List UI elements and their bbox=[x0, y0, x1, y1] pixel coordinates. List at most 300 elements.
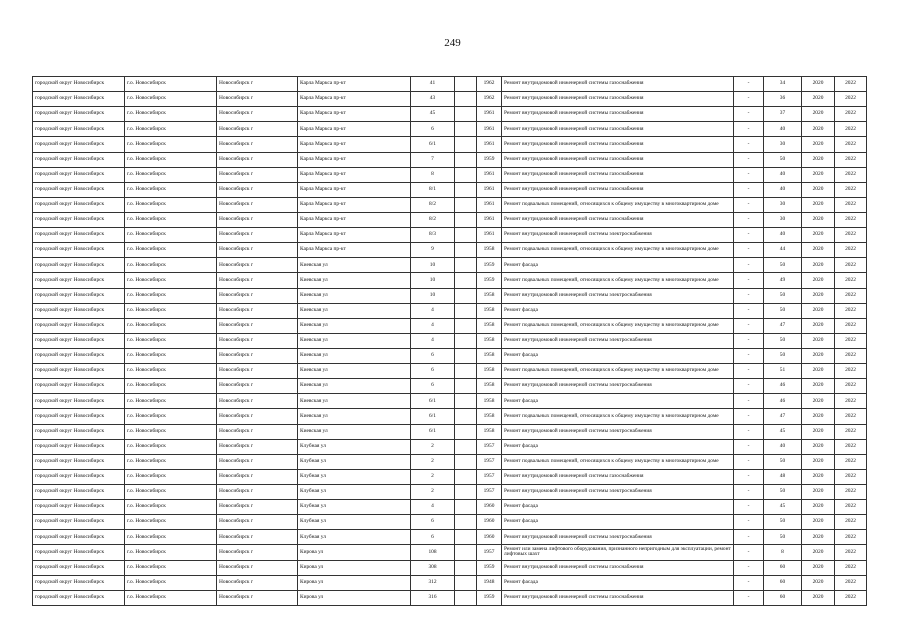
cell-year: 1958 bbox=[477, 318, 502, 333]
cell-municipality: городской округ Новосибирск bbox=[33, 273, 125, 288]
cell-work-type: Ремонт внутридомовой инженерной системы электроснабжения bbox=[502, 484, 734, 499]
cell-district: г.о. Новосибирск bbox=[125, 333, 217, 348]
cell-house: 2 bbox=[411, 439, 455, 454]
cell-year-end: 2022 bbox=[835, 273, 867, 288]
cell-year-start: 2020 bbox=[802, 137, 835, 152]
cell-work-type: Ремонт фасада bbox=[502, 258, 734, 273]
table-row bbox=[33, 530, 867, 545]
cell-municipality: городской округ Новосибирск bbox=[33, 379, 125, 394]
cell-building bbox=[455, 590, 477, 605]
table-row bbox=[33, 152, 867, 167]
cell-house: 6/1 bbox=[411, 409, 455, 424]
cell-district: г.о. Новосибирск bbox=[125, 469, 217, 484]
cell-work-type: Ремонт подвальных помещений, относящихся к общему имуществу в многоквартирном доме bbox=[502, 243, 734, 258]
cell-street: Киевская ул bbox=[298, 288, 411, 303]
cell-house: 10 bbox=[411, 258, 455, 273]
cell-house: 4 bbox=[411, 318, 455, 333]
cell-locality: Новосибирск г bbox=[217, 484, 298, 499]
cell-year: 1959 bbox=[477, 152, 502, 167]
cell-work-type: Ремонт фасада bbox=[502, 500, 734, 515]
cell-street: Карла Маркса пр-кт bbox=[298, 182, 411, 197]
cell-work-type: Ремонт подвальных помещений, относящихся к общему имуществу в многоквартирном доме bbox=[502, 197, 734, 212]
cell-municipality: городской округ Новосибирск bbox=[33, 575, 125, 590]
cell-locality: Новосибирск г bbox=[217, 379, 298, 394]
table-row bbox=[33, 515, 867, 530]
cell-year: 1957 bbox=[477, 545, 502, 560]
cell-year-start: 2020 bbox=[802, 424, 835, 439]
cell-year: 1959 bbox=[477, 560, 502, 575]
cell-street: Киевская ул bbox=[298, 348, 411, 363]
cell-locality: Новосибирск г bbox=[217, 439, 298, 454]
cell-work-type: Ремонт подвальных помещений, относящихся к общему имуществу в многоквартирном доме bbox=[502, 273, 734, 288]
cell-dash: - bbox=[734, 107, 764, 122]
table-row bbox=[33, 137, 867, 152]
cell-house: 6 bbox=[411, 122, 455, 137]
cell-work-type: Ремонт подвальных помещений, относящихся к общему имуществу в многоквартирном доме bbox=[502, 454, 734, 469]
cell-year-end: 2022 bbox=[835, 258, 867, 273]
cell-dash: - bbox=[734, 560, 764, 575]
table-row bbox=[33, 484, 867, 499]
cell-work-type: Ремонт внутридомовой инженерной системы газоснабжения bbox=[502, 92, 734, 107]
cell-building bbox=[455, 364, 477, 379]
cell-street: Карла Маркса пр-кт bbox=[298, 107, 411, 122]
cell-value: 47 bbox=[764, 409, 802, 424]
cell-value: 36 bbox=[764, 92, 802, 107]
cell-building bbox=[455, 182, 477, 197]
cell-year: 1958 bbox=[477, 379, 502, 394]
cell-locality: Новосибирск г bbox=[217, 92, 298, 107]
cell-dash: - bbox=[734, 288, 764, 303]
cell-dash: - bbox=[734, 575, 764, 590]
cell-work-type: Ремонт внутридомовой инженерной системы электроснабжения bbox=[502, 288, 734, 303]
cell-house: 6 bbox=[411, 515, 455, 530]
cell-locality: Новосибирск г bbox=[217, 288, 298, 303]
table-row bbox=[33, 348, 867, 363]
cell-locality: Новосибирск г bbox=[217, 122, 298, 137]
cell-year-end: 2022 bbox=[835, 212, 867, 227]
table-row bbox=[33, 409, 867, 424]
cell-dash: - bbox=[734, 318, 764, 333]
cell-locality: Новосибирск г bbox=[217, 500, 298, 515]
cell-house: 6 bbox=[411, 379, 455, 394]
table-row bbox=[33, 228, 867, 243]
cell-dash: - bbox=[734, 92, 764, 107]
cell-street: Карла Маркса пр-кт bbox=[298, 92, 411, 107]
cell-work-type: Ремонт или замена лифтового оборудования, признанного непригодным для эксплуатации, ремонт лифтовых шахт bbox=[502, 545, 734, 560]
cell-dash: - bbox=[734, 364, 764, 379]
cell-street: Клубная ул bbox=[298, 469, 411, 484]
cell-locality: Новосибирск г bbox=[217, 243, 298, 258]
cell-year: 1959 bbox=[477, 590, 502, 605]
cell-building bbox=[455, 273, 477, 288]
table-row bbox=[33, 107, 867, 122]
cell-locality: Новосибирск г bbox=[217, 273, 298, 288]
cell-building bbox=[455, 243, 477, 258]
cell-work-type: Ремонт внутридомовой инженерной системы электроснабжения bbox=[502, 228, 734, 243]
cell-locality: Новосибирск г bbox=[217, 228, 298, 243]
cell-work-type: Ремонт внутридомовой инженерной системы газоснабжения bbox=[502, 469, 734, 484]
cell-street: Киевская ул bbox=[298, 364, 411, 379]
cell-street: Карла Маркса пр-кт bbox=[298, 212, 411, 227]
cell-year-end: 2022 bbox=[835, 500, 867, 515]
cell-municipality: городской округ Новосибирск bbox=[33, 348, 125, 363]
cell-locality: Новосибирск г bbox=[217, 530, 298, 545]
repair-register-table bbox=[32, 76, 867, 606]
cell-value: 50 bbox=[764, 348, 802, 363]
cell-district: г.о. Новосибирск bbox=[125, 545, 217, 560]
cell-dash: - bbox=[734, 469, 764, 484]
cell-year-end: 2022 bbox=[835, 228, 867, 243]
cell-year-start: 2020 bbox=[802, 348, 835, 363]
cell-year: 1960 bbox=[477, 515, 502, 530]
cell-year-start: 2020 bbox=[802, 243, 835, 258]
cell-street: Карла Маркса пр-кт bbox=[298, 152, 411, 167]
cell-year-start: 2020 bbox=[802, 92, 835, 107]
cell-locality: Новосибирск г bbox=[217, 409, 298, 424]
cell-house: 108 bbox=[411, 545, 455, 560]
cell-district: г.о. Новосибирск bbox=[125, 348, 217, 363]
cell-work-type: Ремонт внутридомовой инженерной системы газоснабжения bbox=[502, 590, 734, 605]
cell-house: 6/1 bbox=[411, 424, 455, 439]
cell-locality: Новосибирск г bbox=[217, 212, 298, 227]
cell-locality: Новосибирск г bbox=[217, 469, 298, 484]
table-row bbox=[33, 258, 867, 273]
cell-municipality: городской округ Новосибирск bbox=[33, 212, 125, 227]
cell-year-end: 2022 bbox=[835, 545, 867, 560]
cell-year-end: 2022 bbox=[835, 530, 867, 545]
cell-locality: Новосибирск г bbox=[217, 318, 298, 333]
cell-year: 1959 bbox=[477, 273, 502, 288]
cell-dash: - bbox=[734, 439, 764, 454]
cell-street: Кирова ул bbox=[298, 545, 411, 560]
cell-district: г.о. Новосибирск bbox=[125, 152, 217, 167]
cell-house: 316 bbox=[411, 590, 455, 605]
cell-street: Карла Маркса пр-кт bbox=[298, 122, 411, 137]
cell-house: 308 bbox=[411, 560, 455, 575]
cell-year: 1958 bbox=[477, 348, 502, 363]
cell-district: г.о. Новосибирск bbox=[125, 288, 217, 303]
cell-value: 40 bbox=[764, 228, 802, 243]
cell-district: г.о. Новосибирск bbox=[125, 258, 217, 273]
cell-building bbox=[455, 530, 477, 545]
cell-value: 40 bbox=[764, 439, 802, 454]
cell-house: 4 bbox=[411, 500, 455, 515]
cell-year-start: 2020 bbox=[802, 575, 835, 590]
cell-year: 1957 bbox=[477, 454, 502, 469]
cell-dash: - bbox=[734, 424, 764, 439]
cell-house: 6/1 bbox=[411, 394, 455, 409]
cell-value: 45 bbox=[764, 424, 802, 439]
cell-house: 6 bbox=[411, 364, 455, 379]
cell-municipality: городской округ Новосибирск bbox=[33, 318, 125, 333]
cell-dash: - bbox=[734, 484, 764, 499]
table-row bbox=[33, 560, 867, 575]
cell-municipality: городской округ Новосибирск bbox=[33, 228, 125, 243]
cell-municipality: городской округ Новосибирск bbox=[33, 303, 125, 318]
cell-locality: Новосибирск г bbox=[217, 303, 298, 318]
cell-value: 49 bbox=[764, 273, 802, 288]
cell-house: 2 bbox=[411, 484, 455, 499]
cell-year-start: 2020 bbox=[802, 590, 835, 605]
cell-year: 1961 bbox=[477, 122, 502, 137]
cell-year-end: 2022 bbox=[835, 364, 867, 379]
cell-house: 4 bbox=[411, 303, 455, 318]
cell-work-type: Ремонт фасада bbox=[502, 439, 734, 454]
cell-value: 50 bbox=[764, 484, 802, 499]
cell-building bbox=[455, 379, 477, 394]
cell-municipality: городской округ Новосибирск bbox=[33, 288, 125, 303]
cell-year-start: 2020 bbox=[802, 288, 835, 303]
cell-district: г.о. Новосибирск bbox=[125, 515, 217, 530]
cell-municipality: городской округ Новосибирск bbox=[33, 454, 125, 469]
cell-year-start: 2020 bbox=[802, 560, 835, 575]
cell-locality: Новосибирск г bbox=[217, 515, 298, 530]
cell-year: 1958 bbox=[477, 333, 502, 348]
cell-street: Киевская ул bbox=[298, 333, 411, 348]
cell-value: 50 bbox=[764, 288, 802, 303]
cell-work-type: Ремонт внутридомовой инженерной системы газоснабжения bbox=[502, 167, 734, 182]
cell-building bbox=[455, 409, 477, 424]
cell-street: Клубная ул bbox=[298, 515, 411, 530]
cell-building bbox=[455, 545, 477, 560]
cell-locality: Новосибирск г bbox=[217, 348, 298, 363]
table-row bbox=[33, 379, 867, 394]
cell-work-type: Ремонт внутридомовой инженерной системы электроснабжения bbox=[502, 333, 734, 348]
cell-dash: - bbox=[734, 197, 764, 212]
cell-district: г.о. Новосибирск bbox=[125, 439, 217, 454]
cell-district: г.о. Новосибирск bbox=[125, 590, 217, 605]
cell-value: 47 bbox=[764, 318, 802, 333]
cell-dash: - bbox=[734, 212, 764, 227]
cell-work-type: Ремонт внутридомовой инженерной системы газоснабжения bbox=[502, 212, 734, 227]
cell-value: 50 bbox=[764, 152, 802, 167]
cell-house: 8/3 bbox=[411, 228, 455, 243]
cell-year-end: 2022 bbox=[835, 484, 867, 499]
cell-year: 1948 bbox=[477, 575, 502, 590]
table-row bbox=[33, 303, 867, 318]
cell-district: г.о. Новосибирск bbox=[125, 394, 217, 409]
cell-year: 1962 bbox=[477, 77, 502, 92]
table-row bbox=[33, 394, 867, 409]
cell-year-end: 2022 bbox=[835, 77, 867, 92]
cell-year: 1961 bbox=[477, 167, 502, 182]
cell-building bbox=[455, 107, 477, 122]
cell-dash: - bbox=[734, 394, 764, 409]
cell-year-end: 2022 bbox=[835, 424, 867, 439]
cell-value: 30 bbox=[764, 212, 802, 227]
cell-value: 30 bbox=[764, 137, 802, 152]
cell-dash: - bbox=[734, 515, 764, 530]
cell-district: г.о. Новосибирск bbox=[125, 107, 217, 122]
table-row bbox=[33, 197, 867, 212]
cell-year-start: 2020 bbox=[802, 500, 835, 515]
cell-municipality: городской округ Новосибирск bbox=[33, 107, 125, 122]
cell-value: 50 bbox=[764, 530, 802, 545]
cell-municipality: городской округ Новосибирск bbox=[33, 394, 125, 409]
cell-value: 50 bbox=[764, 454, 802, 469]
cell-work-type: Ремонт фасада bbox=[502, 575, 734, 590]
cell-dash: - bbox=[734, 590, 764, 605]
cell-value: 8 bbox=[764, 545, 802, 560]
cell-value: 40 bbox=[764, 167, 802, 182]
cell-district: г.о. Новосибирск bbox=[125, 424, 217, 439]
cell-district: г.о. Новосибирск bbox=[125, 243, 217, 258]
cell-district: г.о. Новосибирск bbox=[125, 167, 217, 182]
cell-building bbox=[455, 258, 477, 273]
cell-district: г.о. Новосибирск bbox=[125, 92, 217, 107]
cell-dash: - bbox=[734, 137, 764, 152]
cell-building bbox=[455, 92, 477, 107]
cell-work-type: Ремонт подвальных помещений, относящихся к общему имуществу в многоквартирном доме bbox=[502, 364, 734, 379]
cell-work-type: Ремонт фасада bbox=[502, 303, 734, 318]
cell-year-end: 2022 bbox=[835, 318, 867, 333]
cell-municipality: городской округ Новосибирск bbox=[33, 424, 125, 439]
cell-district: г.о. Новосибирск bbox=[125, 122, 217, 137]
cell-house: 2 bbox=[411, 469, 455, 484]
cell-value: 60 bbox=[764, 590, 802, 605]
cell-year-end: 2022 bbox=[835, 152, 867, 167]
cell-dash: - bbox=[734, 454, 764, 469]
cell-district: г.о. Новосибирск bbox=[125, 137, 217, 152]
cell-year: 1961 bbox=[477, 182, 502, 197]
cell-street: Карла Маркса пр-кт bbox=[298, 167, 411, 182]
cell-house: 41 bbox=[411, 77, 455, 92]
cell-year-end: 2022 bbox=[835, 469, 867, 484]
cell-district: г.о. Новосибирск bbox=[125, 318, 217, 333]
cell-dash: - bbox=[734, 228, 764, 243]
cell-locality: Новосибирск г bbox=[217, 560, 298, 575]
table-row bbox=[33, 364, 867, 379]
cell-value: 40 bbox=[764, 122, 802, 137]
cell-municipality: городской округ Новосибирск bbox=[33, 590, 125, 605]
cell-building bbox=[455, 575, 477, 590]
cell-building bbox=[455, 77, 477, 92]
table-row bbox=[33, 122, 867, 137]
cell-year: 1962 bbox=[477, 92, 502, 107]
cell-municipality: городской округ Новосибирск bbox=[33, 333, 125, 348]
cell-year: 1959 bbox=[477, 258, 502, 273]
cell-year: 1958 bbox=[477, 288, 502, 303]
cell-value: 45 bbox=[764, 500, 802, 515]
cell-dash: - bbox=[734, 348, 764, 363]
cell-year-start: 2020 bbox=[802, 228, 835, 243]
cell-dash: - bbox=[734, 500, 764, 515]
cell-dash: - bbox=[734, 258, 764, 273]
cell-building bbox=[455, 394, 477, 409]
cell-year-start: 2020 bbox=[802, 77, 835, 92]
table-row bbox=[33, 439, 867, 454]
cell-dash: - bbox=[734, 152, 764, 167]
table-row bbox=[33, 575, 867, 590]
table-row bbox=[33, 333, 867, 348]
cell-value: 44 bbox=[764, 243, 802, 258]
cell-year: 1958 bbox=[477, 424, 502, 439]
cell-municipality: городской округ Новосибирск bbox=[33, 92, 125, 107]
cell-house: 4 bbox=[411, 333, 455, 348]
cell-building bbox=[455, 454, 477, 469]
cell-building bbox=[455, 137, 477, 152]
cell-street: Клубная ул bbox=[298, 454, 411, 469]
cell-dash: - bbox=[734, 530, 764, 545]
cell-locality: Новосибирск г bbox=[217, 333, 298, 348]
cell-dash: - bbox=[734, 409, 764, 424]
cell-year-end: 2022 bbox=[835, 107, 867, 122]
cell-municipality: городской округ Новосибирск bbox=[33, 439, 125, 454]
cell-year-start: 2020 bbox=[802, 379, 835, 394]
cell-street: Киевская ул bbox=[298, 379, 411, 394]
cell-district: г.о. Новосибирск bbox=[125, 575, 217, 590]
cell-year-end: 2022 bbox=[835, 182, 867, 197]
table-row bbox=[33, 92, 867, 107]
cell-year-start: 2020 bbox=[802, 167, 835, 182]
cell-value: 46 bbox=[764, 394, 802, 409]
cell-building bbox=[455, 318, 477, 333]
cell-value: 37 bbox=[764, 107, 802, 122]
cell-year-end: 2022 bbox=[835, 590, 867, 605]
table-row bbox=[33, 500, 867, 515]
cell-house: 8 bbox=[411, 167, 455, 182]
cell-dash: - bbox=[734, 243, 764, 258]
cell-year: 1961 bbox=[477, 212, 502, 227]
cell-locality: Новосибирск г bbox=[217, 107, 298, 122]
cell-year: 1958 bbox=[477, 303, 502, 318]
cell-municipality: городской округ Новосибирск bbox=[33, 167, 125, 182]
cell-building bbox=[455, 484, 477, 499]
cell-work-type: Ремонт внутридомовой инженерной системы газоснабжения bbox=[502, 182, 734, 197]
cell-district: г.о. Новосибирск bbox=[125, 273, 217, 288]
cell-year-start: 2020 bbox=[802, 212, 835, 227]
table-row bbox=[33, 590, 867, 605]
cell-building bbox=[455, 469, 477, 484]
cell-house: 8/1 bbox=[411, 182, 455, 197]
cell-work-type: Ремонт внутридомовой инженерной системы газоснабжения bbox=[502, 152, 734, 167]
cell-municipality: городской округ Новосибирск bbox=[33, 484, 125, 499]
cell-year-start: 2020 bbox=[802, 303, 835, 318]
cell-street: Киевская ул bbox=[298, 424, 411, 439]
cell-work-type: Ремонт внутридомовой инженерной системы газоснабжения bbox=[502, 122, 734, 137]
table-row bbox=[33, 318, 867, 333]
cell-locality: Новосибирск г bbox=[217, 77, 298, 92]
cell-year-start: 2020 bbox=[802, 273, 835, 288]
cell-work-type: Ремонт подвальных помещений, относящихся к общему имуществу в многоквартирном доме bbox=[502, 318, 734, 333]
cell-street: Карла Маркса пр-кт bbox=[298, 228, 411, 243]
cell-municipality: городской округ Новосибирск bbox=[33, 469, 125, 484]
table-body bbox=[33, 77, 867, 606]
cell-district: г.о. Новосибирск bbox=[125, 379, 217, 394]
cell-house: 43 bbox=[411, 92, 455, 107]
table-row bbox=[33, 424, 867, 439]
cell-street: Киевская ул bbox=[298, 394, 411, 409]
cell-building bbox=[455, 303, 477, 318]
cell-locality: Новосибирск г bbox=[217, 258, 298, 273]
cell-dash: - bbox=[734, 303, 764, 318]
cell-work-type: Ремонт внутридомовой инженерной системы газоснабжения bbox=[502, 77, 734, 92]
cell-year-start: 2020 bbox=[802, 122, 835, 137]
cell-dash: - bbox=[734, 545, 764, 560]
cell-locality: Новосибирск г bbox=[217, 545, 298, 560]
cell-building bbox=[455, 167, 477, 182]
cell-year-end: 2022 bbox=[835, 348, 867, 363]
table-row bbox=[33, 243, 867, 258]
cell-work-type: Ремонт внутридомовой инженерной системы электроснабжения bbox=[502, 424, 734, 439]
cell-house: 10 bbox=[411, 288, 455, 303]
cell-value: 40 bbox=[764, 182, 802, 197]
table-row bbox=[33, 182, 867, 197]
cell-house: 2 bbox=[411, 454, 455, 469]
table-row bbox=[33, 77, 867, 92]
cell-value: 60 bbox=[764, 560, 802, 575]
cell-year-start: 2020 bbox=[802, 333, 835, 348]
